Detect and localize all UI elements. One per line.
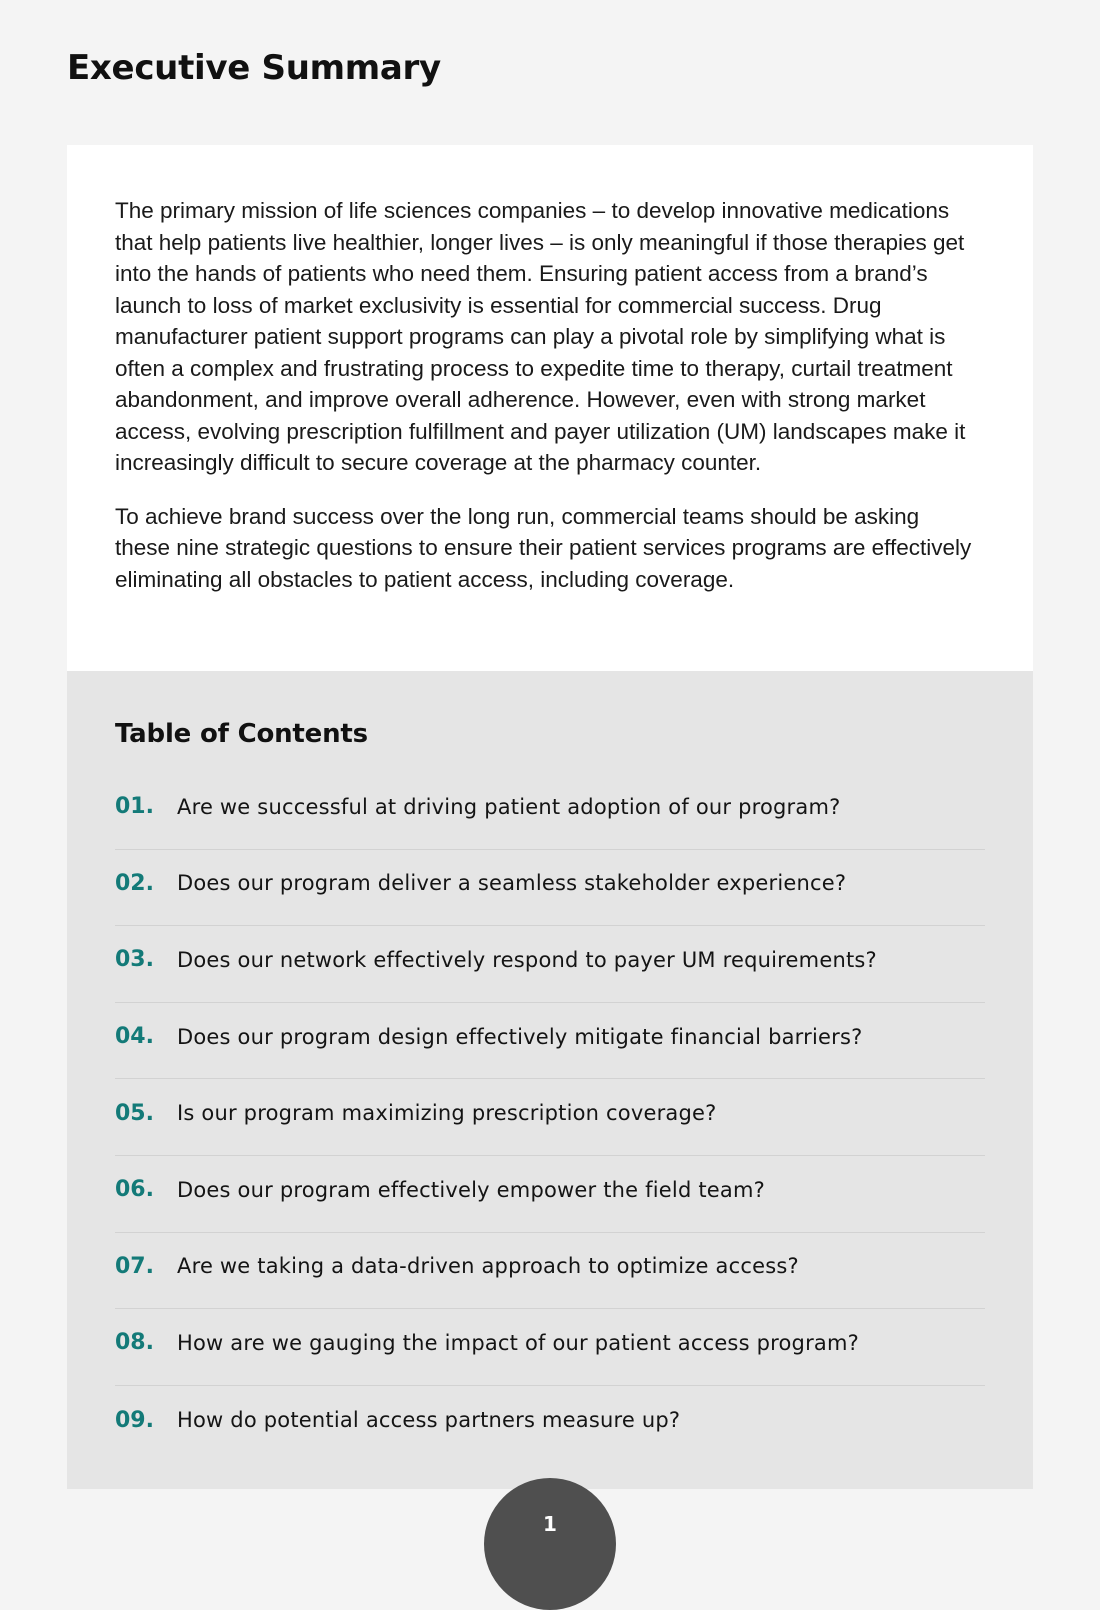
toc-item-number: 01. xyxy=(115,794,154,820)
toc-title: Table of Contents xyxy=(115,719,368,749)
toc-item-04[interactable] xyxy=(115,1003,985,1080)
page-number-badge: 1 xyxy=(484,1478,616,1610)
toc-item-number: 07. xyxy=(115,1253,154,1279)
table-of-contents xyxy=(67,671,1033,1489)
toc-item-number: 02. xyxy=(115,870,154,896)
page-title: Executive Summary xyxy=(67,48,441,88)
toc-item-number: 05. xyxy=(115,1100,154,1126)
toc-item-number: 03. xyxy=(115,947,154,973)
toc-item-text: Does our network effectively respond to payer UM requirements? xyxy=(177,947,877,972)
toc-item-number: 04. xyxy=(115,1024,154,1050)
toc-item-number: 09. xyxy=(115,1407,154,1433)
toc-item-02[interactable] xyxy=(115,850,985,927)
toc-item-09[interactable] xyxy=(115,1386,985,1463)
toc-item-number: 06. xyxy=(115,1177,154,1203)
toc-item-text: How are we gauging the impact of our patient access program? xyxy=(177,1330,859,1355)
toc-item-text: Are we successful at driving patient adoption of our program? xyxy=(177,794,841,819)
executive-summary-card xyxy=(67,145,1033,671)
toc-item-number: 08. xyxy=(115,1330,154,1356)
toc-list xyxy=(115,773,985,1462)
toc-item-03[interactable] xyxy=(115,926,985,1003)
toc-item-text: Is our program maximizing prescription coverage? xyxy=(177,1101,717,1126)
summary-paragraph: To achieve brand success over the long run, commercial teams should be asking these nine strategic questions to ensure their patient services programs are effectively eliminating all obstacles to patient access, including coverage. xyxy=(115,503,972,592)
toc-item-text: How do potential access partners measure up? xyxy=(177,1408,681,1433)
toc-item-text: Are we taking a data-driven approach to optimize access? xyxy=(177,1254,799,1279)
toc-item-01[interactable] xyxy=(115,773,985,850)
summary-paragraph: The primary mission of life sciences companies – to develop innovative medications that help patients live healthier, longer lives – is only meaningful if those therapies get into the hands of patients who need them. Ensuring patient access from a brand’s launch to loss of market exclusivity is essential for commercial success. Drug manufacturer patient support programs can play a pivotal role by simplifying what is often a complex and frustrating process to expedite time to therapy, curtail treatment abandonment, and improve overall adherence. However, even with strong market access, evolving prescription fulfillment and payer utilization (UM) landscapes make it increasingly difficult to secure coverage at the pharmacy counter. xyxy=(115,198,966,475)
toc-item-06[interactable] xyxy=(115,1156,985,1233)
toc-item-text: Does our program effectively empower the field team? xyxy=(177,1177,765,1202)
toc-item-text: Does our program design effectively mitigate financial barriers? xyxy=(177,1024,863,1049)
toc-item-07[interactable] xyxy=(115,1233,985,1310)
toc-item-08[interactable] xyxy=(115,1309,985,1386)
toc-item-text: Does our program deliver a seamless stakeholder experience? xyxy=(177,871,847,896)
toc-item-05[interactable] xyxy=(115,1079,985,1156)
